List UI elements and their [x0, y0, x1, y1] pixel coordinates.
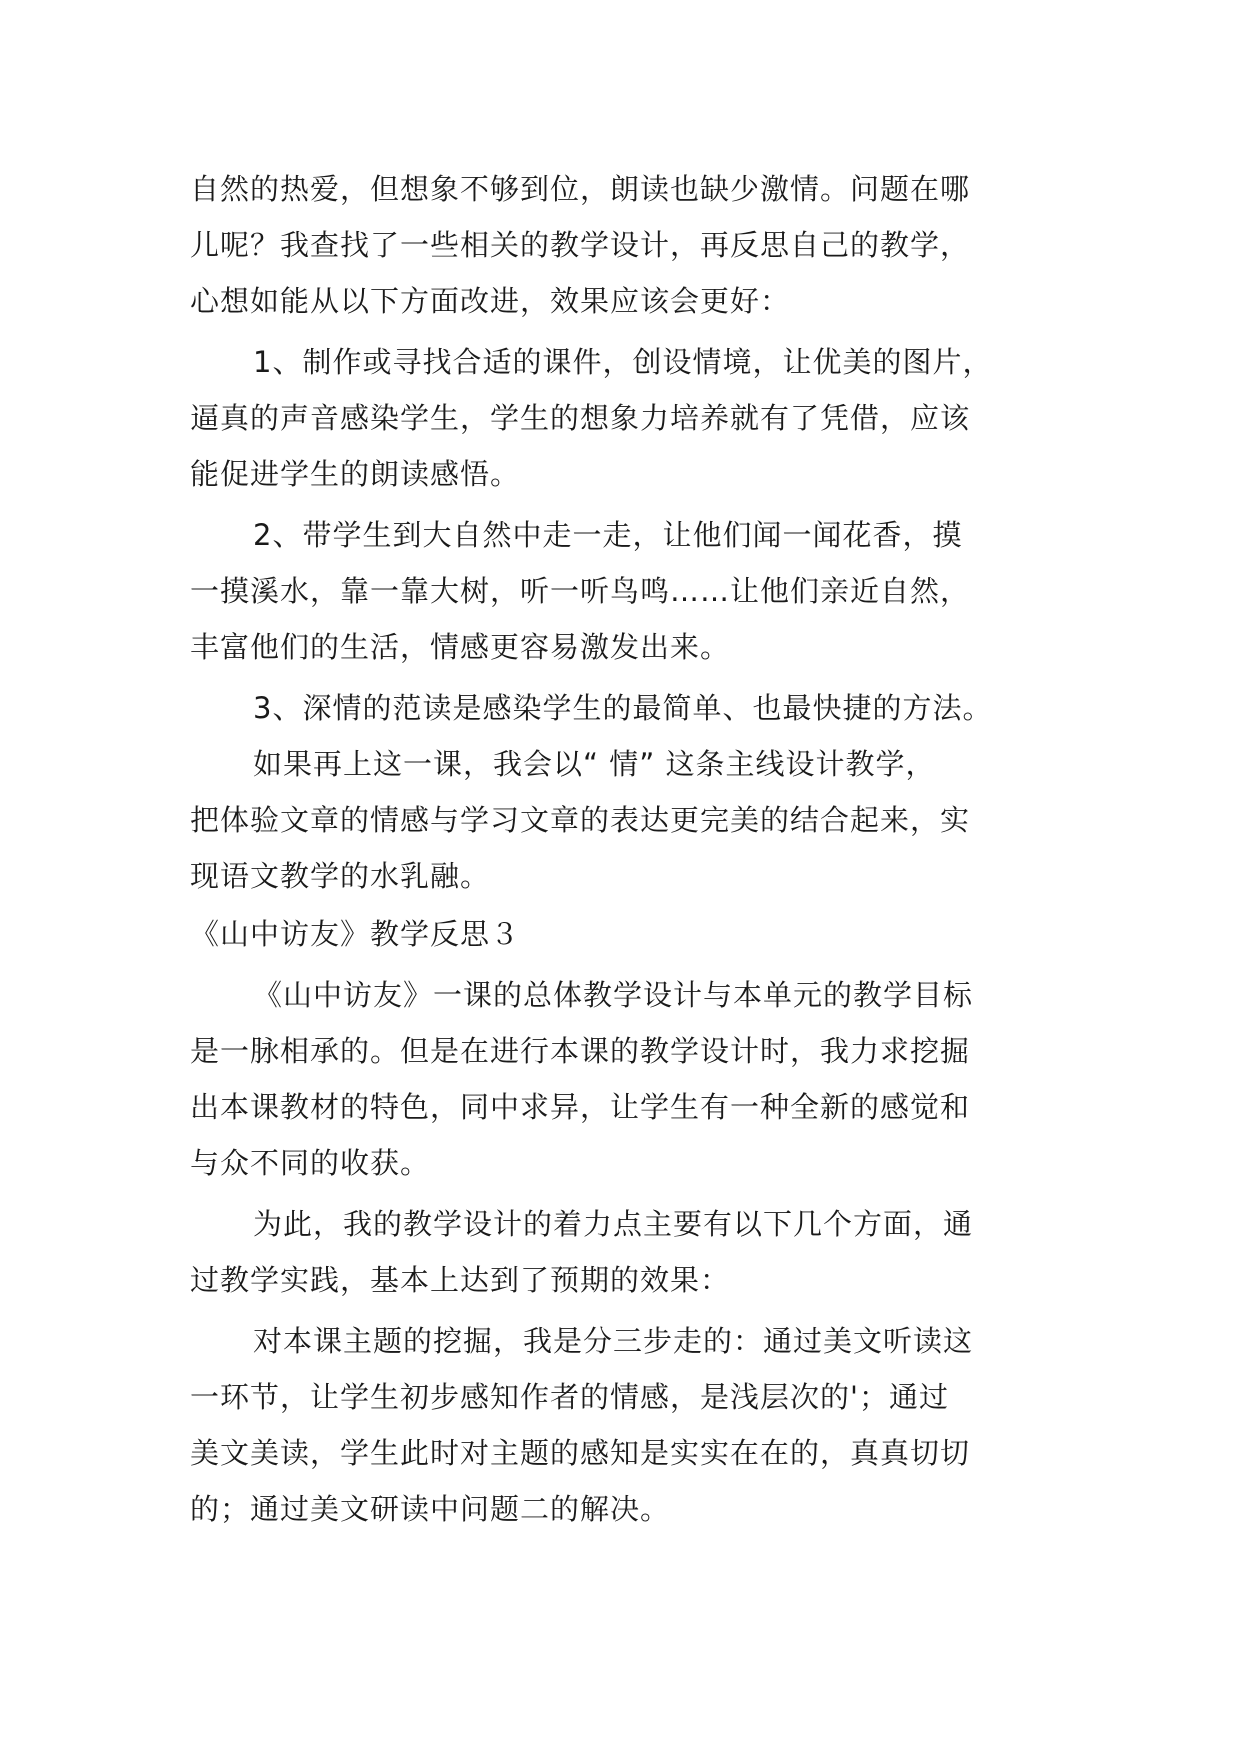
text-line: 把体验文章的情感与学习文章的表达更完美的结合起来，实 — [190, 803, 971, 837]
text-line: 过教学实践，基本上达到了预期的效果： — [190, 1263, 731, 1297]
text-line: 的；通过美文研读中问题二的解决。 — [190, 1492, 671, 1526]
text-line: 对本课主题的挖掘，我是分三步走的：通过美文听读这 — [253, 1324, 974, 1358]
text-line: 如果再上这一课，我会以“ 情” 这条主线设计教学， — [253, 747, 936, 781]
text-line: 为此，我的教学设计的着力点主要有以下几个方面，通 — [253, 1207, 974, 1241]
text-line: 是一脉相承的。但是在进行本课的教学设计时，我力求挖掘 — [190, 1034, 971, 1068]
text-line: 丰富他们的生活，情感更容易激发出来。 — [190, 630, 731, 664]
text-line: 儿呢？我查找了一些相关的教学设计，再反思自己的教学， — [190, 228, 971, 262]
text-line: 心想如能从以下方面改进，效果应该会更好： — [190, 284, 791, 318]
text-line: 1、制作或寻找合适的课件，创设情境，让优美的图片， — [253, 345, 993, 379]
text-line: 一环节，让学生初步感知作者的情感，是浅层次的'；通过 — [190, 1380, 949, 1414]
text-line: 一摸溪水，靠一靠大树，听一听鸟鸣……让他们亲近自然， — [190, 574, 971, 608]
text-line: 出本课教材的特色，同中求异，让学生有一种全新的感觉和 — [190, 1090, 971, 1124]
text-line: 与众不同的收获。 — [190, 1146, 431, 1180]
text-line: 逼真的声音感染学生，学生的想象力培养就有了凭借，应该 — [190, 401, 971, 435]
text-line: 《山中访友》一课的总体教学设计与本单元的教学目标 — [253, 978, 974, 1012]
text-line: 能促进学生的朗读感悟。 — [190, 457, 521, 491]
text-line: 2、带学生到大自然中走一走，让他们闻一闻花香，摸 — [253, 518, 963, 552]
text-line: 美文美读，学生此时对主题的感知是实实在在的，真真切切 — [190, 1436, 971, 1470]
section-title: 《山中访友》教学反思３ — [190, 917, 521, 951]
text-line: 自然的热爱，但想象不够到位，朗读也缺少激情。问题在哪 — [190, 172, 971, 206]
text-line: 现语文教学的水乳融。 — [190, 859, 491, 893]
text-line: 3、深情的范读是感染学生的最简单、也最快捷的方法。 — [253, 691, 993, 725]
